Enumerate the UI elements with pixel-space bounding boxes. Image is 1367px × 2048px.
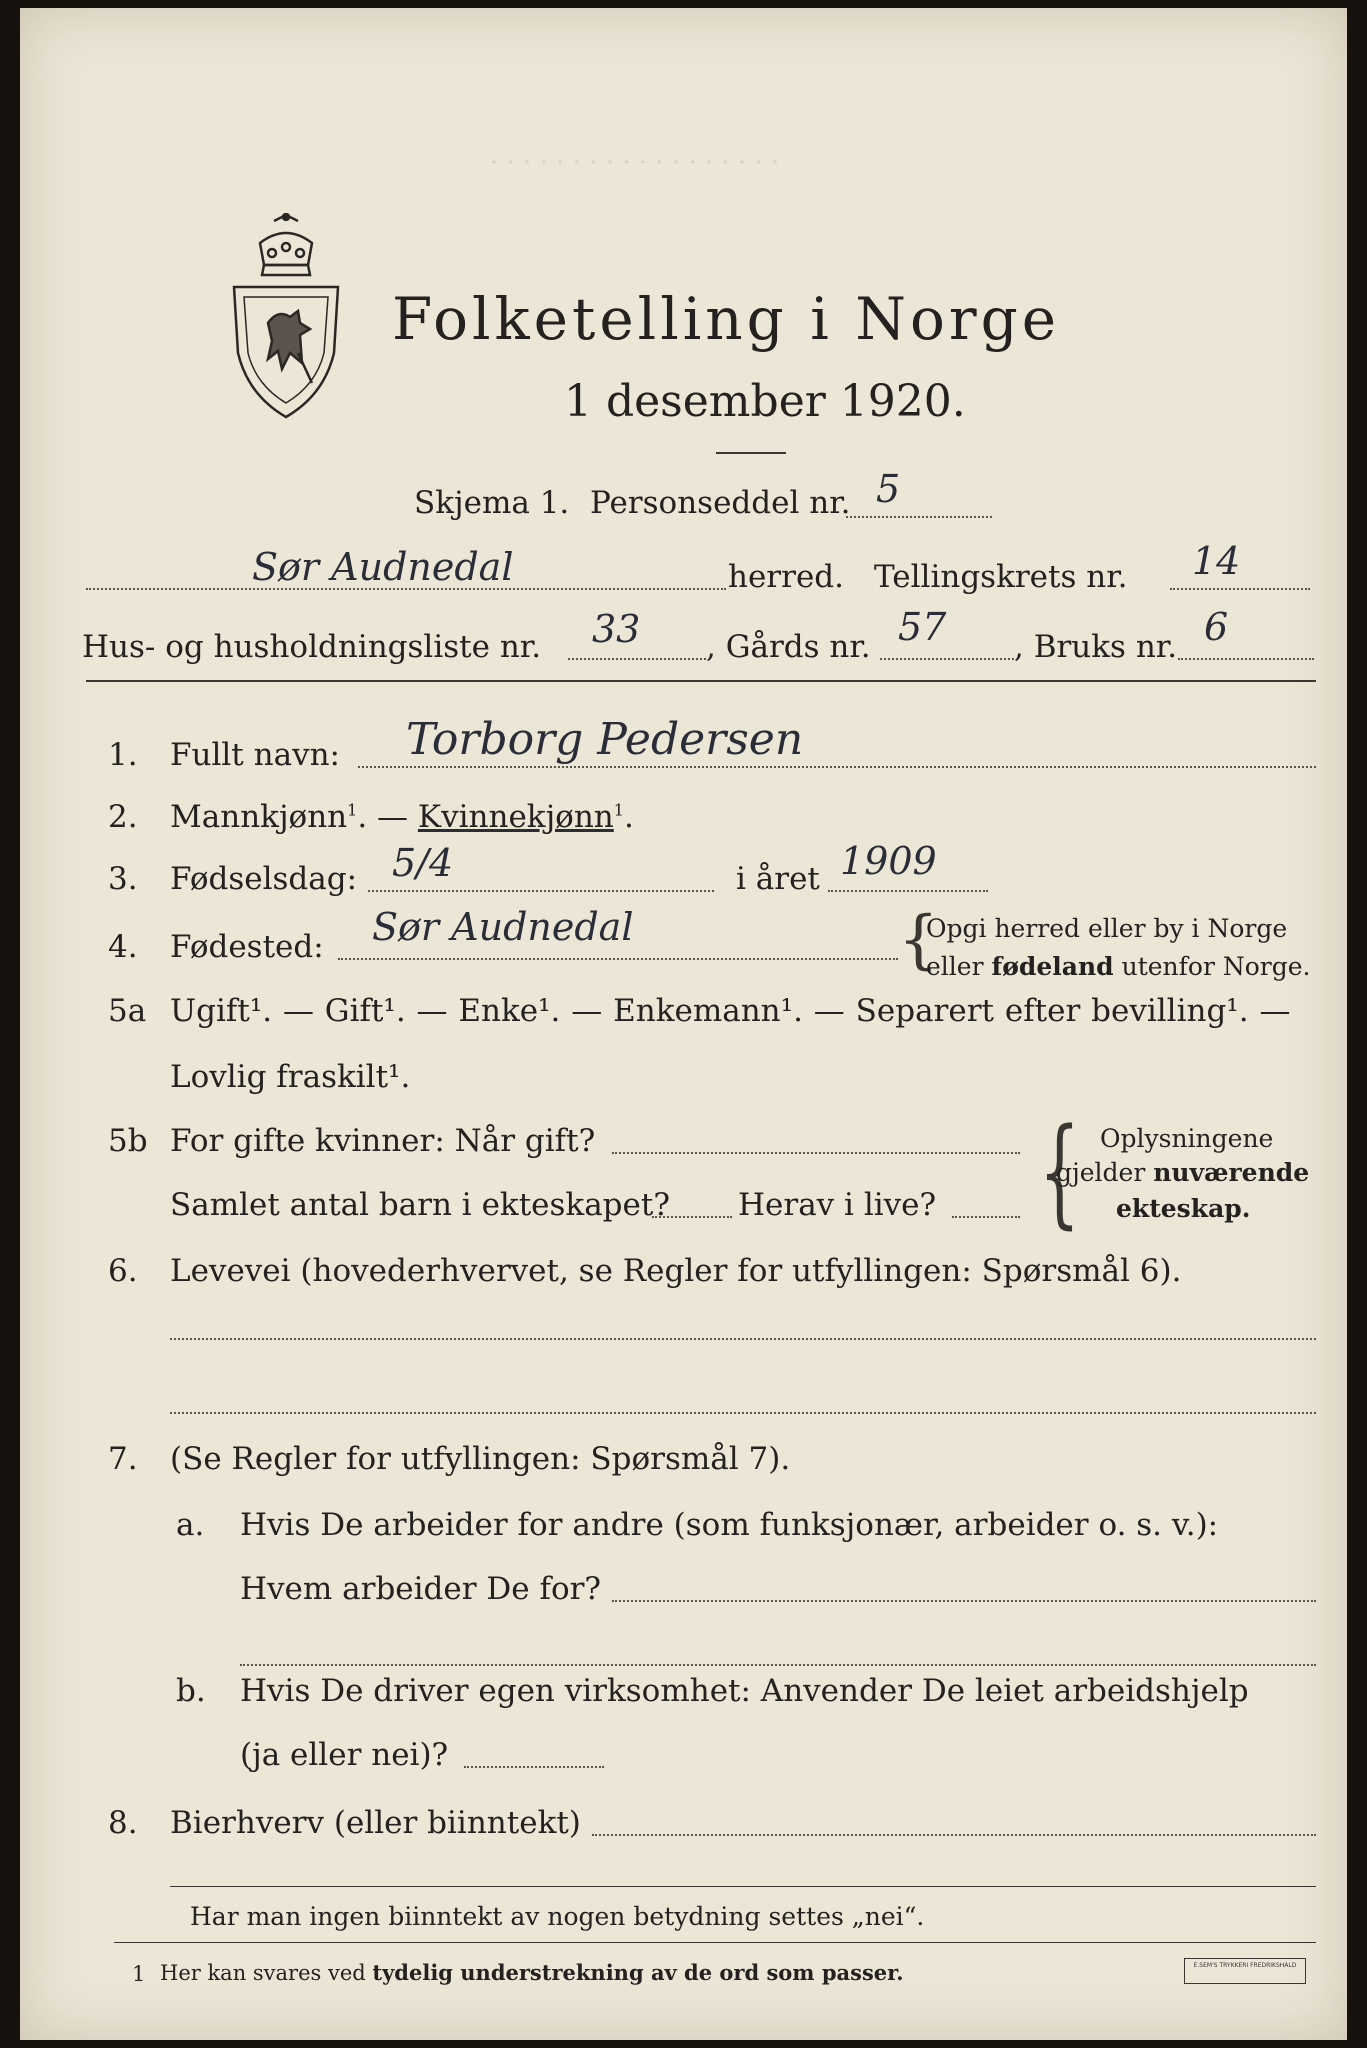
printer-stamp [1184,1958,1306,1984]
bruks-line [1178,658,1314,660]
q7b-line1: Hvis De driver egen virksomhet: Anvender De leiet arbeidshjelp [240,1673,1249,1709]
q5b-brace: { [1038,1102,1081,1240]
schema-label: Skjema 1. [414,485,570,521]
q7a-line2: Hvem arbeider De for? [240,1571,602,1607]
form-title: Folketelling i Norge [392,285,1061,353]
q5b-label3: Herav i live? [738,1187,937,1223]
bleed-through-text: · · · · · · · · · · · · · · · · · · [490,148,780,178]
q5b-note-2a: gjelder [1056,1158,1154,1187]
q4-number: 4. [108,929,138,965]
q4-brace: { [898,903,939,977]
q7b-line2: (ja eller nei)? [240,1737,449,1773]
q5b-note-2b: nuværende [1153,1158,1310,1187]
q4-note-2a: eller [926,952,992,981]
form-date: 1 desember 1920. [564,376,966,427]
q1-number: 1. [108,737,138,773]
q3-line [368,890,714,892]
footer-divider [170,1886,1316,1887]
q4-value: Sør Audnedal [372,905,634,949]
hus-label: Hus- og husholdningsliste nr. [82,629,542,665]
gards-line [880,658,1014,660]
bruks-value: 6 [1204,605,1229,649]
q5a-number: 5a [108,993,147,1029]
herred-label: herred. [728,559,844,595]
q4-note-line2 [926,954,1310,979]
q4-line [338,958,898,960]
q4-note-2c: utenfor Norge. [1113,952,1311,981]
q2-kvinne: Kvinnekjønn [417,799,614,835]
header-divider [86,680,1316,682]
q5b-label1: For gifte kvinner: Når gift? [170,1123,596,1159]
coat-of-arms-icon [228,213,344,421]
tellingskrets-line [1170,588,1310,590]
q2-mann: Mannkjønn [170,799,348,835]
q4-label: Fødested: [170,929,324,965]
title-divider [716,452,786,454]
q5b-line1 [612,1152,1020,1154]
q5b-line2 [652,1216,732,1218]
gards-label: , Gårds nr. [706,629,871,665]
q8-line [592,1834,1316,1836]
footnote-text-b: tydelig understrekning av de ord som passer. [372,1960,904,1985]
footnote-text [160,1962,904,1984]
q2-options [170,799,634,835]
q3-value: 5/4 [392,841,454,885]
hus-line [568,658,706,660]
gards-value: 57 [898,605,947,649]
q7-number: 7. [108,1441,138,1477]
tellingskrets-label: Tellingskrets nr. [874,559,1128,595]
q4-note-line1: Opgi herred eller by i Norge [926,914,1288,943]
herred-value: Sør Audnedal [252,545,514,589]
personseddel-label: Personseddel nr. [590,485,851,521]
q5a-line1: Ugift¹. — Gift¹. — Enke¹. — Enkemann¹. — Separert efter bevilling¹. — [170,993,1291,1029]
q1-line [358,766,1316,768]
q5b-label2: Samlet antal barn i ekteskapet? [170,1187,670,1223]
printer-stamp-text: E.SEM'S TRYKKERI FREDRIKSHALD [1193,1962,1297,1969]
q1-value: Torborg Pedersen [406,714,804,765]
q5b-number: 5b [108,1123,148,1159]
q6-line2 [170,1412,1316,1414]
q6-number: 6. [108,1253,138,1289]
census-form-sheet [20,8,1347,2040]
q8-label: Bierhverv (eller biinntekt) [170,1805,581,1841]
q3-year-label: i året [736,861,820,897]
footnote-number: 1 [132,1962,146,1986]
q7-label: (Se Regler for utfyllingen: Spørsmål 7). [170,1441,791,1477]
bruks-label: , Bruks nr. [1014,629,1178,665]
q6-label: Levevei (hovederhvervet, se Regler for utfyllingen: Spørsmål 6). [170,1253,1182,1289]
q6-line1 [170,1338,1316,1340]
q7a-answer-line1 [612,1600,1316,1602]
q5b-line3 [952,1216,1020,1218]
q4-note-2b: fødeland [991,952,1114,981]
q2-number: 2. [108,799,138,835]
q7a-answer-line2 [240,1664,1316,1666]
footnote-text-a: Her kan svares ved [160,1961,373,1985]
q7a-line1: Hvis De arbeider for andre (som funksjonær, arbeider o. s. v.): [240,1507,1219,1543]
personseddel-line [846,516,992,518]
q5b-note-line1: Oplysningene [1100,1124,1274,1153]
q7b-answer-line [464,1766,604,1768]
footnote-divider [114,1942,1316,1943]
q8-number: 8. [108,1805,138,1841]
tellingskrets-value: 14 [1192,539,1241,583]
q5b-note-line2 [1056,1160,1309,1185]
q5a-line2: Lovlig fraskilt¹. [170,1059,411,1095]
q2-sup-2: 1 [613,800,624,820]
q3-year-value: 1909 [840,839,937,883]
q2-separator: . — [357,799,409,835]
q2-sup-1: 1 [347,800,358,820]
q3-label: Fødselsdag: [170,861,358,897]
footer-note: Har man ingen biinntekt av nogen betydning settes „nei“. [190,1902,925,1931]
q7b-number: b. [176,1673,206,1709]
q1-label: Fullt navn: [170,737,340,773]
q7a-number: a. [176,1507,205,1543]
q3-year-line [828,890,988,892]
q5b-note-line3: ekteskap. [1116,1194,1251,1223]
q2-end: . [623,799,634,835]
personseddel-value: 5 [876,467,901,511]
q3-number: 3. [108,861,138,897]
hus-value: 33 [592,607,641,651]
